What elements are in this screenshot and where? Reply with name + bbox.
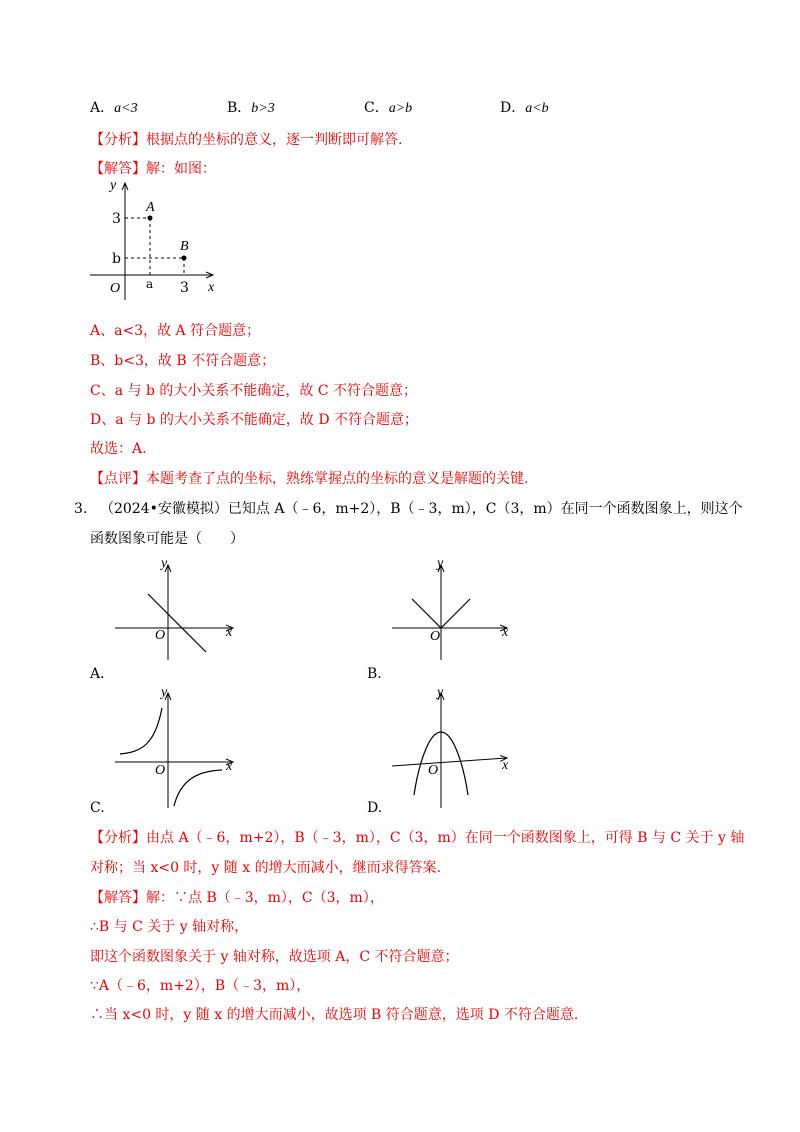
option-expression: a<3: [114, 101, 138, 116]
graph-d-origin: O: [428, 763, 439, 778]
tick-label-a: a: [146, 277, 154, 291]
option-letter: D．: [500, 100, 526, 116]
solution-line: ∴当 x<0 时，y 随 x 的增大而减小，故选项 B 符合题意，选项 D 不符合题意.: [90, 1007, 579, 1023]
x-axis-label: x: [208, 280, 215, 295]
graph-b-y-label: y: [437, 556, 444, 571]
solution-line: A、a<3，故 A 符合题意；: [90, 323, 261, 339]
option-expression: a>b: [388, 101, 413, 116]
option-expression: a<b: [525, 101, 549, 116]
tick-label-b: b: [112, 251, 121, 267]
graph-b-origin: O: [430, 629, 441, 644]
graph-a-y-label: y: [161, 556, 168, 571]
comment-tag: 【点评】: [90, 471, 146, 487]
solution-line: ∴B 与 C 关于 y 轴对称，: [90, 919, 249, 935]
y-axis-label: y: [110, 178, 117, 193]
tick-label-x3: 3: [180, 280, 189, 296]
solution-line: 故选：A.: [90, 441, 147, 457]
option-letter: A．: [90, 100, 115, 116]
graph-a-x-label: x: [226, 625, 233, 640]
graph-a-origin: O: [155, 628, 166, 643]
question-number: 3.: [74, 501, 88, 517]
graph-d-y-label: y: [437, 685, 444, 700]
graph-b-x-label: x: [502, 625, 509, 640]
analysis-tag: 【分析】: [90, 132, 146, 148]
solution-line: D、a 与 b 的大小关系不能确定，故 D 不符合题意；: [90, 412, 419, 428]
origin-label: O: [110, 281, 121, 296]
graph-c-y-label: y: [161, 685, 168, 700]
comment-text: 本题考查了点的坐标，熟练掌握点的坐标的意义是解题的关键.: [146, 471, 529, 487]
solution-line: 【解答】解：∵点 B（﹣3，m），C（3，m），: [90, 890, 384, 906]
analysis-line: 对称；当 x<0 时，y 随 x 的增大而减小，继而求得答案.: [90, 860, 442, 876]
point-a-label: A: [146, 200, 155, 215]
graph-a-letter: A.: [90, 666, 105, 682]
graph-c-x-label: x: [226, 759, 233, 774]
solution-line: C、a 与 b 的大小关系不能确定，故 C 不符合题意；: [90, 383, 417, 399]
solution-tag: 【解答】: [90, 161, 146, 177]
solution-line: ∵A（﹣6，m+2），B（﹣3，m），: [90, 978, 311, 994]
graph-d-letter: D.: [367, 800, 383, 816]
analysis-text: 根据点的坐标的意义，逐一判断即可解答.: [146, 132, 403, 148]
solution-text: 解：如图：: [146, 161, 216, 177]
graph-d-x-label: x: [502, 758, 509, 773]
solution-line: 即这个函数图象关于 y 轴对称，故选项 A，C 不符合题意；: [90, 949, 459, 965]
question-stem: （2024•安徽模拟）已知点 A（﹣6，m+2），B（﹣3，m），C（3，m）在同一个函数图象上，则这个: [100, 501, 743, 517]
graph-c-letter: C.: [90, 800, 105, 816]
option-expression: b>3: [251, 101, 275, 116]
option-letter: B．: [227, 100, 252, 116]
tick-label-3: 3: [112, 211, 121, 227]
solution-line: B、b<3，故 B 不符合题意；: [90, 353, 276, 369]
question-stem: 函数图象可能是（ ）: [90, 531, 244, 547]
graph-b-letter: B.: [367, 666, 382, 682]
analysis-line: 【分析】由点 A（﹣6，m+2），B（﹣3，m），C（3，m）在同一个函数图象上，可得 B 与 C 关于 y 轴: [90, 830, 745, 846]
point-b-label: B: [180, 239, 189, 254]
graph-c-origin: O: [155, 763, 166, 778]
option-letter: C．: [364, 100, 389, 116]
